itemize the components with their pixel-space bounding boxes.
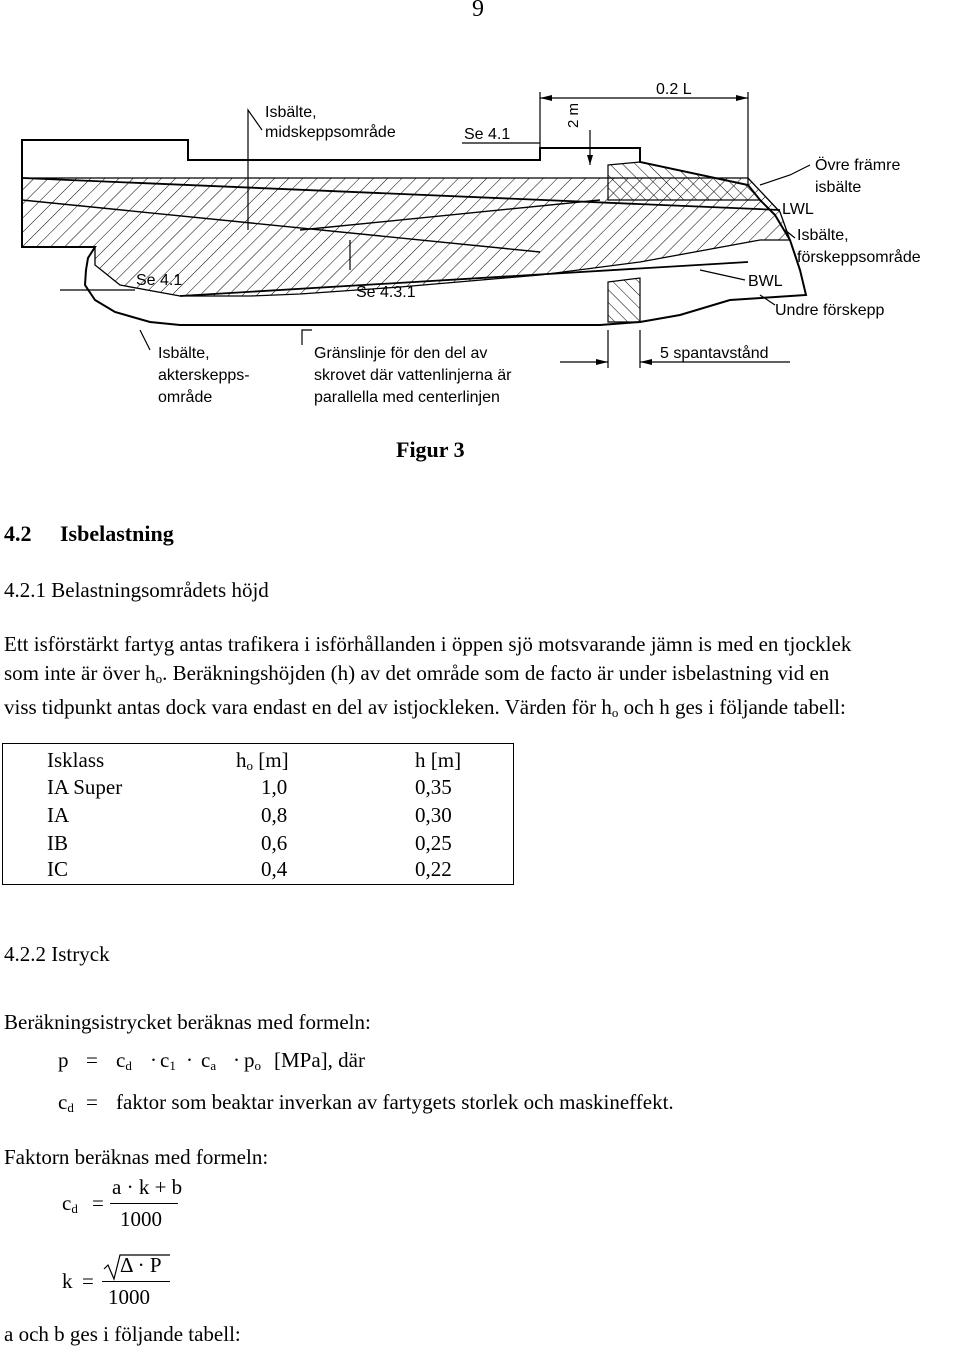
table-row: IC 0,4 0,22 (47, 857, 452, 881)
label-gr3: parallella med centerlinjen (314, 389, 500, 406)
table-row: IB 0,6 0,25 (47, 831, 452, 855)
header-ho: $h_o$ [m] (236, 748, 289, 773)
label-ovre2: isbälte (815, 179, 862, 196)
label-se41-left: Se 4.1 (136, 272, 183, 289)
label-se41-top: Se 4.1 (464, 126, 511, 143)
para-line-3: viss tidpunkt antas dock vara endast en del av istjockleken. Värden för $h_o$ och h ges i följande tabell: (4, 695, 846, 720)
label-gr2: skrovet där vattenlinjerna är (314, 367, 512, 384)
section-title: Isbelastning (60, 521, 174, 546)
table-row: IA Super 1,0 0,35 (47, 775, 452, 799)
label-undre: Undre förskepp (775, 302, 885, 319)
label-akt3: område (158, 389, 213, 406)
definition-cd: $c_d$ = faktor som beaktar inverkan av fartygets storlek och maskineffekt. (58, 1090, 674, 1115)
formula-intro: Beräkningsistrycket beräknas med formeln: (4, 1010, 371, 1034)
closing-text: a och b ges i följande tabell: (4, 1322, 241, 1346)
label-isf1: Isbälte, (797, 227, 849, 244)
label-isbalte-mid2: midskeppsområde (265, 124, 396, 141)
label-akt2: akterskepps- (158, 367, 250, 384)
body-paragraph (4, 630, 960, 728)
ice-class-table (2, 743, 514, 885)
label-lwl: LWL (782, 201, 814, 218)
label-gr1: Gränslinje för den del av (314, 345, 488, 362)
header-isklass: Isklass (47, 748, 105, 772)
label-ovre1: Övre främre (815, 157, 901, 174)
para-line-1: Ett isförstärkt fartyg antas trafikera i isförhållanden i öppen sjö motsvarande jämn is med en tjocklek (4, 632, 852, 656)
lower-fore-hatch (608, 278, 640, 322)
formula-cd: $c_d$ = a · k + b 1000 (62, 1175, 183, 1231)
fraction-bar (102, 1281, 170, 1282)
label-isf2: förskeppsområde (797, 249, 921, 266)
header-h: h [m] (415, 748, 462, 772)
label-isbalte-mid: Isbälte, (265, 104, 317, 121)
label-spant: 5 spantavstånd (660, 345, 769, 362)
label-akt1: Isbälte, (158, 345, 210, 362)
label-bwl: BWL (748, 273, 783, 290)
para-line-2: som inte är över $h_o$. Beräkningshöjden (h) av det område som de facto är under isbelastning vid en (4, 660, 830, 686)
label-2m: 2 m (565, 102, 582, 128)
factor-intro: Faktorn beräknas med formeln: (4, 1145, 269, 1169)
section-number: 4.2 (4, 521, 32, 546)
figure-caption: Figur 3 (396, 437, 465, 462)
subsection-heading-1: 4.2.1 Belastningsområdets höjd (4, 578, 269, 602)
subsection-heading-2: 4.2.2 Istryck (4, 942, 110, 966)
hull-ice-belt-figure (0, 60, 960, 430)
label-se431: Se 4.3.1 (356, 284, 416, 301)
page-number: 9 (472, 0, 484, 22)
fraction-bar (110, 1203, 178, 1204)
formula-k: k = Δ · P 1000 (62, 1253, 262, 1313)
label-0-2-l: 0.2 L (656, 81, 692, 98)
table-row: IA 0,8 0,30 (47, 803, 452, 827)
table-header-row (3, 748, 513, 776)
section-heading (4, 521, 174, 547)
formula-p: p = $c_d$ · $c_1$ · $c_a$ · $p_o$ [MPa], där (58, 1048, 365, 1073)
